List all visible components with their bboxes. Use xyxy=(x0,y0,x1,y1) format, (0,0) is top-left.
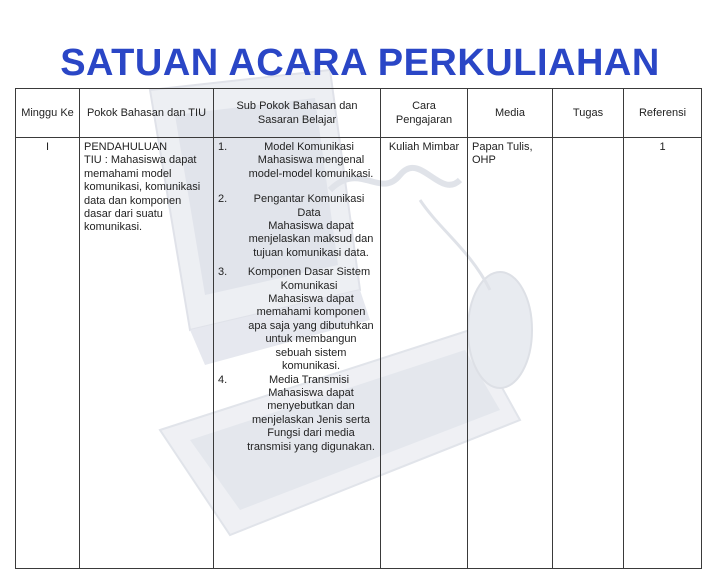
sub-item-lead: Model Komunikasi xyxy=(264,141,354,153)
cell-minggu: I xyxy=(16,138,80,569)
sub-item-desc: Mahasiswa dapat menjelaskan maksud dan tujuan komunikasi data. xyxy=(248,220,374,259)
page-title: SATUAN ACARA PERKULIAHAN xyxy=(60,42,660,84)
header-tugas: Tugas xyxy=(553,89,624,138)
cell-sub-pokok xyxy=(214,138,381,569)
header-media: Media xyxy=(468,89,553,138)
sub-pokok-list xyxy=(218,141,376,454)
header-minggu: Minggu Ke xyxy=(16,89,80,138)
header-cara: Cara Pengajaran xyxy=(381,89,468,138)
pokok-title: PENDAHULUAN xyxy=(84,141,168,153)
header-pokok: Pokok Bahasan dan TIU xyxy=(80,89,214,138)
cell-tugas xyxy=(553,138,624,569)
sub-item-desc: Mahasiswa mengenal model-model komunikasi. xyxy=(248,154,374,180)
list-item: 1. Model Komunikasi Mahasiswa mengenal model-model komunikasi. xyxy=(218,141,376,181)
sub-item-desc: Mahasiswa dapat memahami komponen apa saja yang dibutuhkan untuk membangun sebuah sistem komunikasi. xyxy=(248,293,374,373)
list-item: 4. Media Transmisi Mahasiswa dapat menyebutkan dan menjelaskan Jenis serta Fungsi dari media transmisi yang digunakan. xyxy=(218,373,375,453)
pokok-tiu: TIU : Mahasiswa dapat memahami model komunikasi, komunikasi data dan komponen dasar dari suatu komunikasi. xyxy=(84,154,201,234)
sub-item-lead: Pengantar Komunikasi Data xyxy=(253,193,365,219)
sub-item-lead: Media Transmisi xyxy=(268,373,350,386)
header-sub-pokok: Sub Pokok Bahasan dan Sasaran Belajar xyxy=(214,89,381,138)
cell-media: Papan Tulis, OHP xyxy=(468,138,553,569)
table-header-row xyxy=(16,89,702,138)
cell-pokok xyxy=(80,138,214,569)
list-item: 3. Komponen Dasar Sistem Komunikasi Mahasiswa dapat memahami komponen apa saja yang dibutuhkan untuk membangun sebuah sistem komunikasi. xyxy=(218,266,376,373)
sub-item-desc: Mahasiswa dapat menyebutkan dan menjelaskan Jenis serta Fungsi dari media transmisi yang digunakan. xyxy=(247,386,375,453)
cell-cara: Kuliah Mimbar xyxy=(381,138,468,569)
list-item: 2. Pengantar Komunikasi Data Mahasiswa dapat menjelaskan maksud dan tujuan komunikasi data. xyxy=(218,193,376,260)
course-table xyxy=(15,88,702,569)
sub-item-lead: Komponen Dasar Sistem Komunikasi xyxy=(247,266,371,292)
header-referensi: Referensi xyxy=(624,89,702,138)
cell-referensi: 1 xyxy=(624,138,702,569)
table-row xyxy=(16,138,702,569)
